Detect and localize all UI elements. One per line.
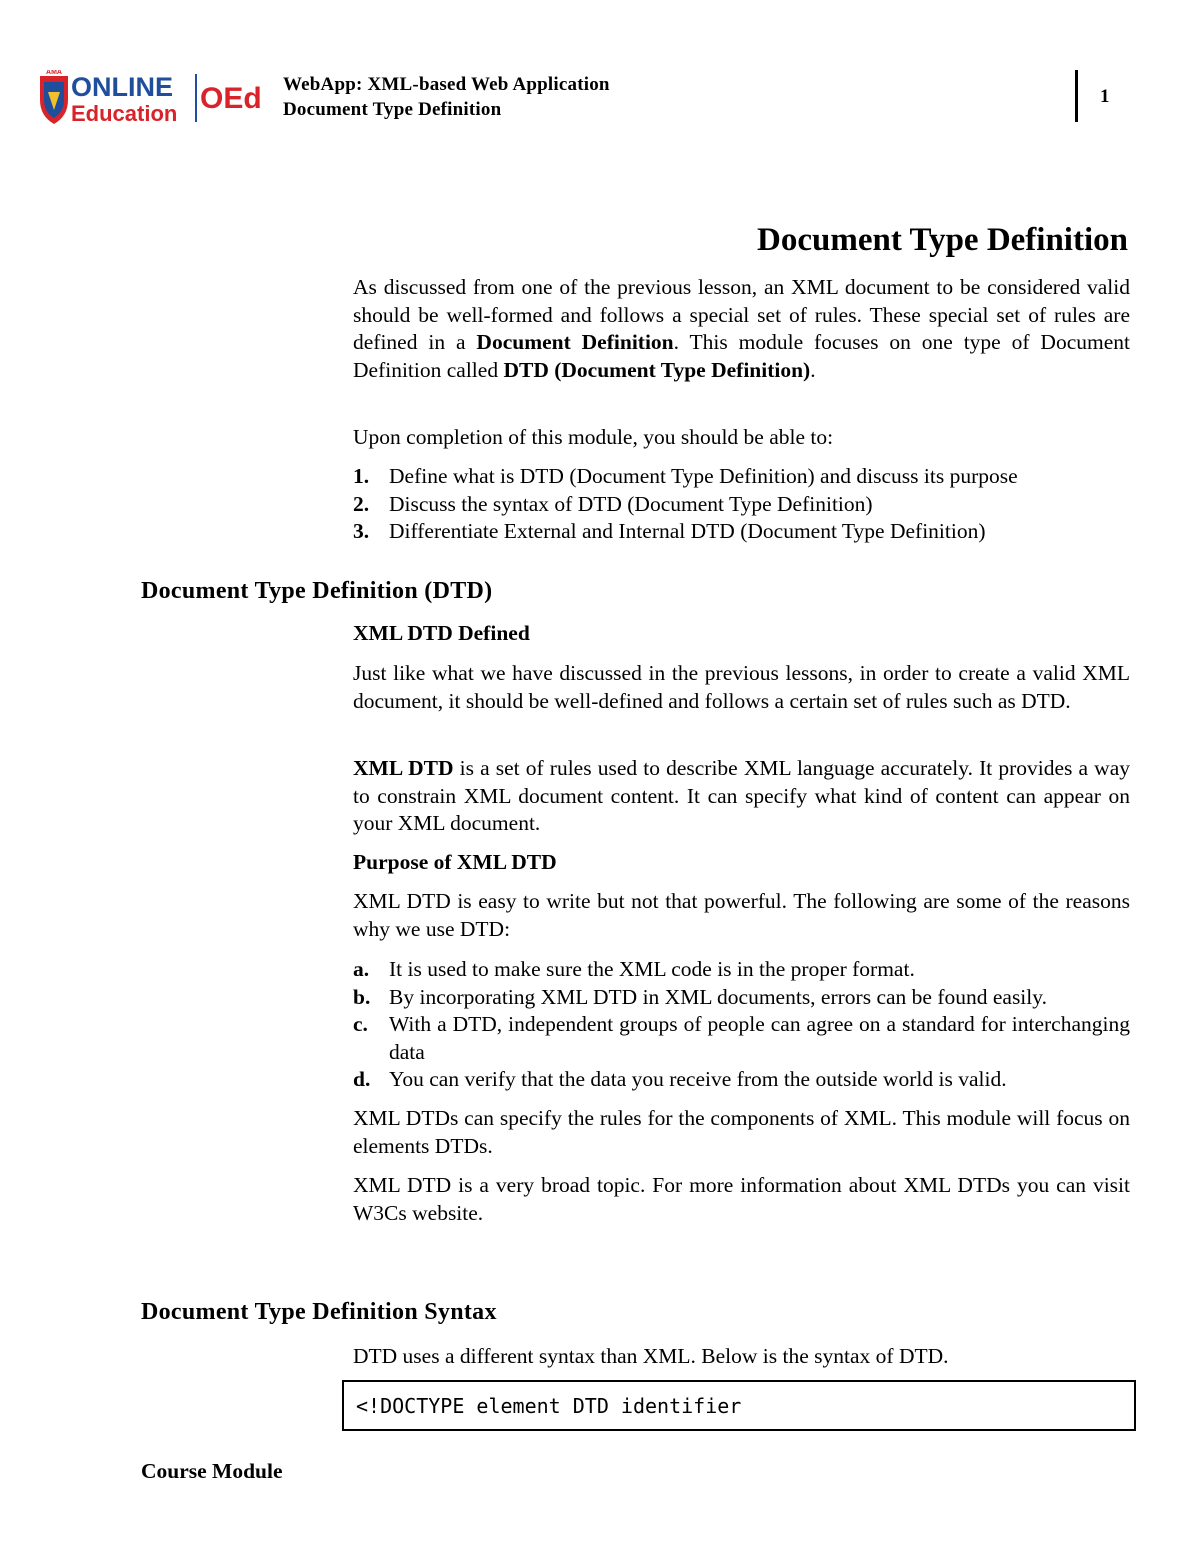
- paragraph-more-info: XML DTD is a very broad topic. For more information about XML DTDs you can visit W3Cs website.: [353, 1173, 1130, 1225]
- list-item: 2. Discuss the syntax of DTD (Document Type Definition): [353, 491, 873, 516]
- page-number: 1: [1100, 86, 1110, 107]
- page-title: Document Type Definition: [757, 222, 1128, 258]
- paragraph-dtd-defined: Just like what we have discussed in the previous lessons, in order to create a valid XML document, it should be well-defined and follows a certain set of rules such as DTD.: [353, 661, 1130, 713]
- online-education-logo: [38, 70, 270, 126]
- code-syntax-line: <!DOCTYPE element DTD identifier: [356, 1394, 742, 1418]
- paragraph-purpose: XML DTD is easy to write but not that powerful. The following are some of the reasons why we use DTD:: [353, 889, 1130, 941]
- objectives-list: [353, 463, 1130, 546]
- logo-education-text: Education: [71, 101, 178, 126]
- paragraph-syntax-intro: DTD uses a different syntax than XML. Below is the syntax of DTD.: [353, 1344, 949, 1368]
- reasons-list: [353, 956, 1130, 1094]
- logo-online-text: ONLINE: [71, 72, 174, 102]
- list-item: 3. Differentiate External and Internal DTD (Document Type Definition): [353, 519, 986, 543]
- section-heading-syntax: Document Type Definition Syntax: [141, 1299, 497, 1325]
- list-item: a. It is used to make sure the XML code is in the proper format.: [353, 957, 915, 981]
- running-header: [283, 72, 610, 122]
- subheading-xml-dtd-defined: XML DTD Defined: [353, 621, 530, 645]
- header-course-title: WebApp: XML-based Web Application: [283, 74, 610, 95]
- list-item: 1. Define what is DTD (Document Type Definition) and discuss its purpose: [353, 464, 1018, 488]
- list-item: c. With a DTD, independent groups of people can agree on a standard for interchanging data: [353, 1012, 1130, 1064]
- code-block: [342, 1380, 1136, 1431]
- section-heading-dtd: Document Type Definition (DTD): [141, 578, 493, 604]
- intro-paragraph: As discussed from one of the previous lesson, an XML document to be considered valid should be well-formed and follows a special set of rules. These special set of rules are defined in a Document Definition. This module focuses on one type of Document Definition called DTD (Document Type Definition).: [353, 275, 1130, 382]
- paragraph-dtd-rules: XML DTD is a set of rules used to describe XML language accurately. It provides a way to constrain XML document content. It can specify what kind of content can appear on your XML document.: [353, 756, 1130, 835]
- list-item: b. By incorporating XML DTD in XML documents, errors can be found easily.: [353, 984, 1047, 1009]
- footer-course-module: Course Module: [141, 1459, 283, 1483]
- subheading-purpose: Purpose of XML DTD: [353, 850, 557, 874]
- logo-seal-text: AMA: [46, 70, 62, 76]
- logo-oed-text: OEd: [200, 82, 262, 115]
- list-item: d. You can verify that the data you receive from the outside world is valid.: [353, 1067, 1007, 1091]
- objectives-intro: Upon completion of this module, you should be able to:: [353, 425, 834, 449]
- paragraph-components: XML DTDs can specify the rules for the components of XML. This module will focus on elements DTDs.: [353, 1106, 1130, 1158]
- header-module-title: Document Type Definition: [283, 99, 502, 120]
- header-divider: [1075, 70, 1078, 122]
